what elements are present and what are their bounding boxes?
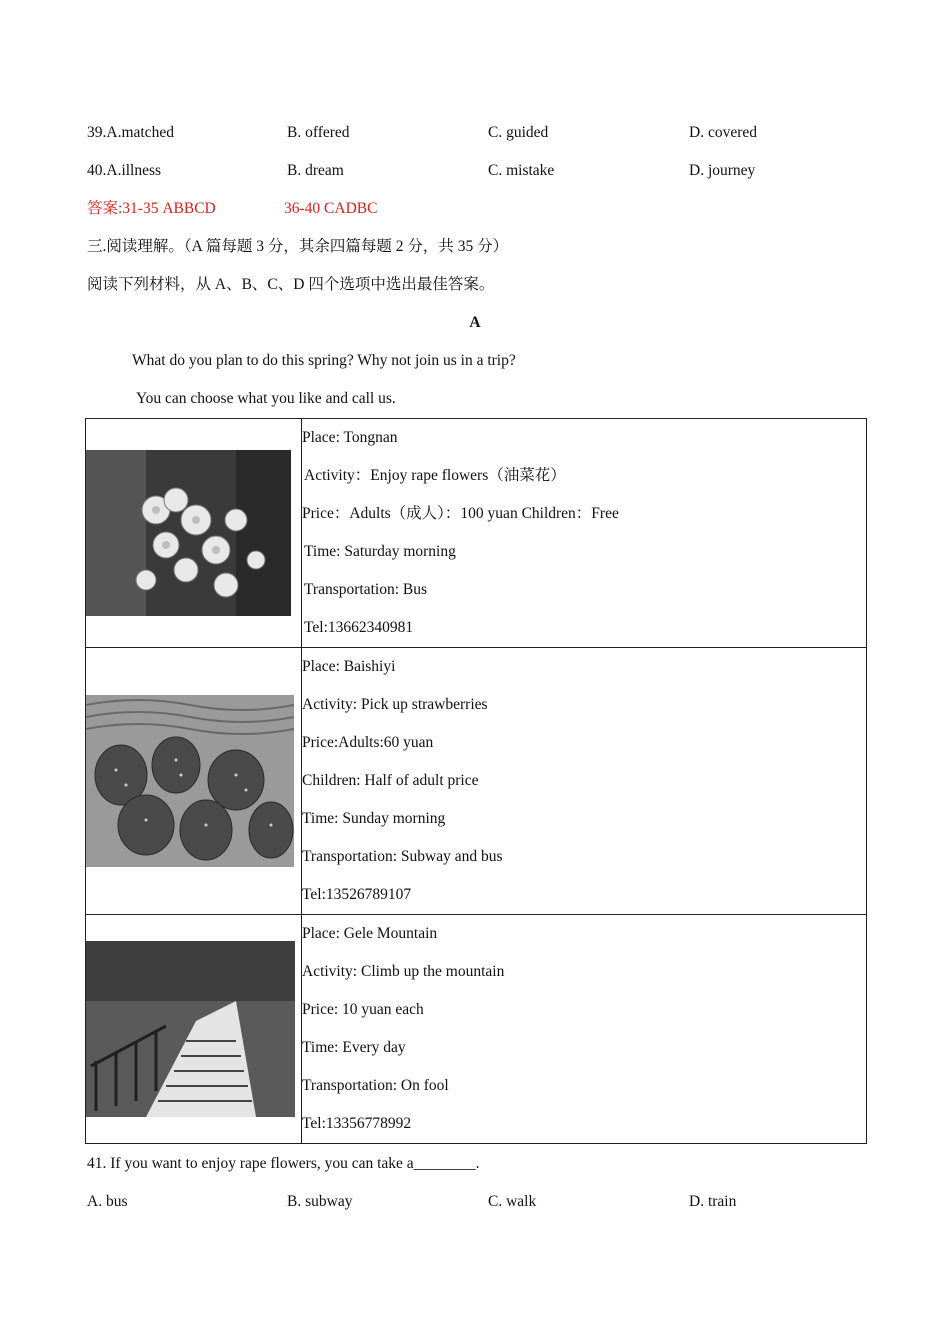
q41-option-d: D. train (689, 1193, 737, 1210)
trip-tel: Tel:13662340981 (304, 619, 414, 636)
trips-table (85, 418, 867, 1144)
trip-row (86, 915, 867, 1144)
trip-tel: Tel:13526789107 (302, 886, 412, 903)
trip-row (86, 648, 867, 915)
intro-line-2: You can choose what you like and call us. (136, 390, 396, 407)
trip-info-cell (302, 419, 867, 648)
trip-place: Place: Baishiyi (302, 658, 396, 675)
mountain-path-photo (86, 941, 295, 1117)
intro-line-1: What do you plan to do this spring? Why not join us in a trip? (132, 352, 516, 369)
trip-place: Place: Tongnan (302, 429, 398, 446)
trip-place: Place: Gele Mountain (302, 925, 438, 942)
q41-option-c: C. walk (488, 1193, 537, 1210)
trip-activity: Activity：Enjoy rape flowers（油菜花） (304, 467, 566, 484)
trip-time: Time: Sunday morning (302, 810, 446, 827)
trip-image-cell (86, 419, 302, 648)
q40-option-a: 40.A.illness (87, 162, 162, 179)
answer-key-part2: 36-40 CADBC (284, 200, 378, 217)
q39-option-d: D. covered (689, 124, 757, 141)
q39-option-c: C. guided (488, 124, 549, 141)
q41-stem: 41. If you want to enjoy rape flowers, you can take a________. (87, 1155, 480, 1172)
trip-activity: Activity: Pick up strawberries (302, 696, 488, 713)
q39-option-b: B. offered (287, 124, 350, 141)
trip-info-cell (302, 648, 867, 915)
trip-transportation: Transportation: On fool (302, 1077, 449, 1094)
trip-price: Price:Adults:60 yuan (302, 734, 434, 751)
trip-tel: Tel:13356778992 (302, 1115, 412, 1132)
trip-time: Time: Every day (302, 1039, 406, 1056)
trip-row (86, 419, 867, 648)
strawberries-photo (86, 695, 294, 867)
trip-price: Price：Adults（成人）：100 yuan Children：Free (302, 505, 619, 522)
q40-option-b: B. dream (287, 162, 344, 179)
trip-image-cell (86, 648, 302, 915)
section-title: 三.阅读理解。（A 篇每题 3 分，其余四篇每题 2 分，共 35 分） (87, 238, 509, 255)
instruction: 阅读下列材料，从 A、B、C、D 四个选项中选出最佳答案。 (87, 276, 495, 293)
q40-option-c: C. mistake (488, 162, 555, 179)
trip-info-cell (302, 915, 867, 1144)
rape-flowers-photo (86, 450, 291, 616)
trip-children-price: Children: Half of adult price (302, 772, 479, 789)
q40-option-d: D. journey (689, 162, 756, 179)
q39-option-a: 39.A.matched (87, 124, 174, 141)
trip-activity: Activity: Climb up the mountain (302, 963, 505, 980)
q41-option-a: A. bus (87, 1193, 128, 1210)
passage-label: A (469, 314, 481, 331)
trip-image-cell (86, 915, 302, 1144)
answer-key-part1: 答案:31-35 ABBCD (87, 200, 216, 217)
trip-transportation: Transportation: Subway and bus (302, 848, 503, 865)
trip-time: Time: Saturday morning (304, 543, 456, 560)
trip-transportation: Transportation: Bus (304, 581, 428, 598)
trip-price: Price: 10 yuan each (302, 1001, 424, 1018)
q41-option-b: B. subway (287, 1193, 353, 1210)
